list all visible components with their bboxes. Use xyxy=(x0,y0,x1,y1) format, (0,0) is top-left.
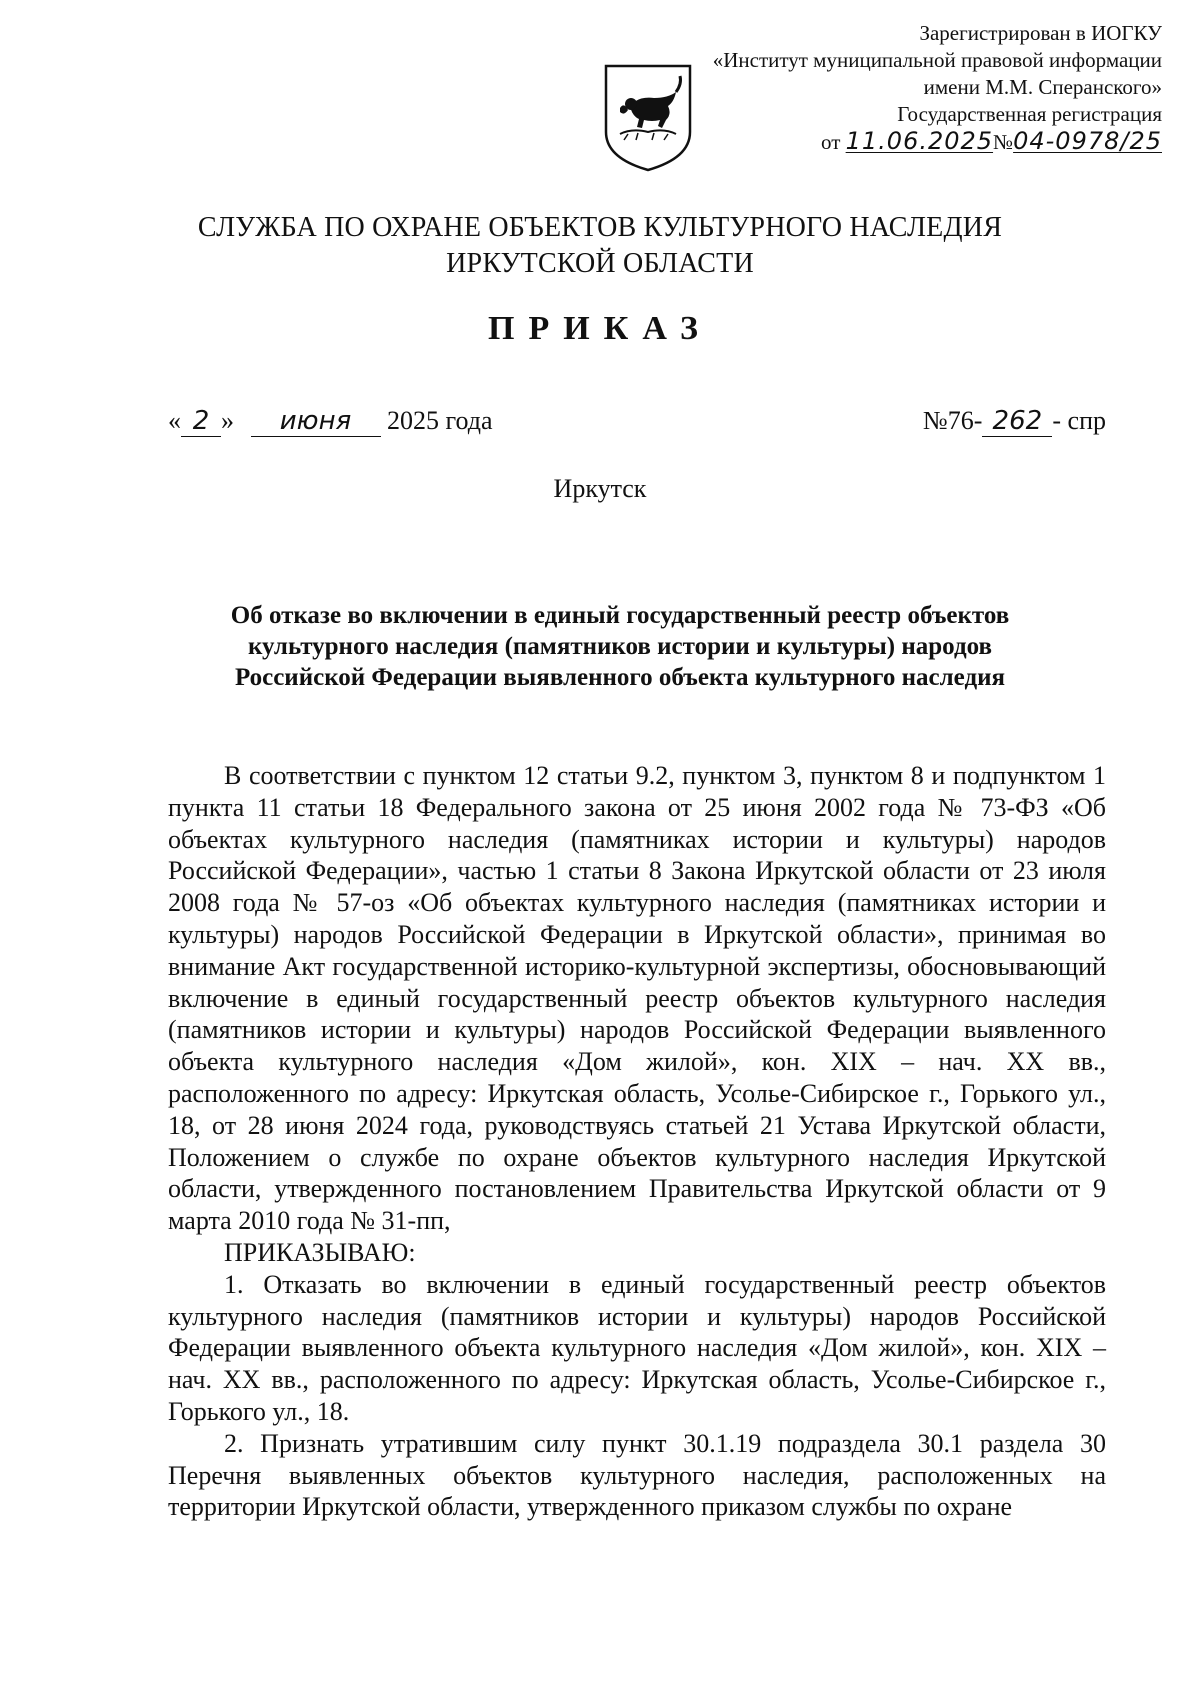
date-year: 2025 года xyxy=(387,406,493,435)
order-number-suffix: - спр xyxy=(1052,406,1106,435)
order-item-2: 2. Признать утратившим силу пункт 30.1.19 подраздела 30.1 раздела 30 Перечня выявленных объектов культурного наследия, расположенных на территории Иркутской области, утвержденного приказом службы по охране xyxy=(168,1428,1106,1522)
order-city: Иркутск xyxy=(553,474,647,503)
registration-line-4: Государственная регистрация xyxy=(897,102,1162,126)
registration-line-2: «Институт муниципальной правовой информации xyxy=(712,48,1162,72)
order-subject xyxy=(160,600,1080,693)
date-month-handwritten: июня xyxy=(251,406,381,437)
registration-stamp xyxy=(642,20,1162,156)
order-number xyxy=(923,404,1106,438)
order-number-handwritten: 262 xyxy=(982,406,1052,437)
document-type-title: ПРИКАЗ xyxy=(488,310,712,347)
order-item-1: 1. Отказать во включении в единый государственный реестр объектов культурного наследия (памятников истории и культуры) народов Российской Федерации выявленного объекта культурного наследия «Дом жилой», кон. XIX – нач. XX вв., расположенного по адресу: Иркутская область, Усолье-Сибирское г., Горького ул., 18. xyxy=(168,1269,1106,1426)
order-date xyxy=(168,404,493,438)
registration-number-handwritten: 04-0978/25 xyxy=(1013,127,1162,155)
order-subject-line-2: культурного наследия (памятников истории и культуры) народов xyxy=(247,633,992,660)
organization-title xyxy=(0,210,1200,282)
registration-number-sign: № xyxy=(993,130,1014,154)
organization-title-line-1: СЛУЖБА ПО ОХРАНЕ ОБЪЕКТОВ КУЛЬТУРНОГО НАСЛЕДИЯ xyxy=(197,212,1003,243)
order-number-prefix: №76- xyxy=(922,406,983,435)
irkutsk-coat-of-arms-icon xyxy=(602,62,694,174)
registration-date-prefix: от xyxy=(820,130,841,154)
registration-date-handwritten: 11.06.2025 xyxy=(845,127,994,155)
date-quote-close: » xyxy=(221,406,234,435)
order-body xyxy=(168,760,1106,1523)
decree-word: ПРИКАЗЫВАЮ: xyxy=(224,1237,416,1267)
date-day-handwritten: 2 xyxy=(181,406,221,437)
order-subject-line-1: Об отказе во включении в единый государственный реестр объектов xyxy=(230,602,1010,629)
preamble-paragraph: В соответствии с пунктом 12 статьи 9.2, пунктом 3, пунктом 8 и подпунктом 1 пункта 11 статьи 18 Федерального закона от 25 июня 2002 года № 73-ФЗ «Об объектах культурного наследия (памятниках истории и культуры) народов Российской Федерации», частью 1 статьи 8 Закона Иркутской области от 23 июля 2008 года № 57-оз «Об объектах культурного наследия (памятниках истории и культуры) народов Российской Федерации в Иркутской области», принимая во внимание Акт государственной историко-культурной экспертизы, обосновывающий включение в единый государственный реестр объектов культурного наследия (памятников истории и культуры) народов Российской Федерации выявленного объекта культурного наследия «Дом жилой», кон. XIX – нач. XX вв., расположенного по адресу: Иркутская область, Усолье-Сибирское г., Горького ул., 18, от 28 июня 2024 года, руководствуясь статьей 21 Устава Иркутской области, Положением о службе по охране объектов культурного наследия Иркутской области, утвержденного постановлением Правительства Иркутской области от 9 марта 2010 года № 31-пп, xyxy=(168,761,1106,1236)
registration-line-3: имени М.М. Сперанского» xyxy=(923,75,1162,99)
registration-line-1: Зарегистрирован в ИОГКУ xyxy=(919,21,1162,45)
order-subject-line-3: Российской Федерации выявленного объекта культурного наследия xyxy=(234,664,1006,691)
organization-title-line-2: ИРКУТСКОЙ ОБЛАСТИ xyxy=(446,248,754,279)
registration-date-line xyxy=(642,128,1162,156)
date-quote-open: « xyxy=(168,406,181,435)
